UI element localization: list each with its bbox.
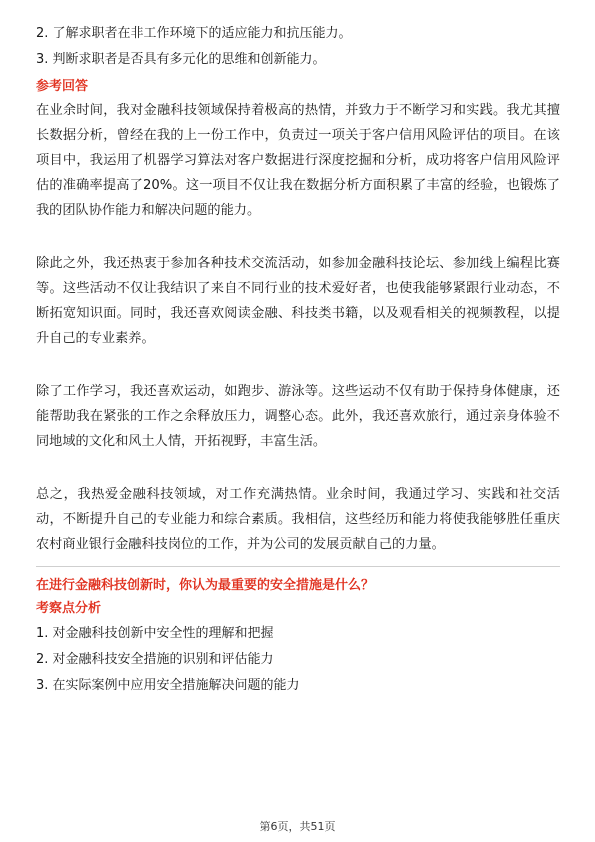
answer-paragraph: 除此之外，我还热衷于参加各种技术交流活动，如参加金融科技论坛、参加线上编程比赛等。这些活动不仅让我结识了来自不同行业的技术爱好者，也使我能够紧跟行业动态，不断拓宽知识面。同时，我还喜欢阅读金融、科技类书籍，以及观看相关的视频教程，以提升自己的专业素养。 (36, 256, 560, 346)
paragraph-gap (36, 351, 560, 379)
analysis-heading: 考察点分析 (36, 601, 102, 616)
answer-paragraph: 在业余时间，我对金融科技领域保持着极高的热情，并致力于不断学习和实践。我尤其擅长数据分析，曾经在我的上一份工作中，负责过一项关于客户信用风险评估的项目。在该项目中，我运用了机器学习算法对客户数据进行深度挖掘和分析，成功将客户信用风险评估的准确率提高了20%。这一项目不仅让我在数据分析方面积累了丰富的经验，也锻炼了我的团队协作能力和解决问题的能力。 (36, 103, 560, 218)
section-divider (36, 566, 560, 567)
answer-paragraph: 除了工作学习，我还喜欢运动，如跑步、游泳等。这些运动不仅有助于保持身体健康，还能帮助我在紧张的工作之余释放压力，调整心态。此外，我还喜欢旅行，通过亲身体验不同地域的文化和风土人情，开拓视野，丰富生活。 (36, 384, 560, 449)
page-content (36, 22, 560, 700)
analysis-list-item: 3. 在实际案例中应用安全措施解决问题的能力 (36, 678, 300, 693)
analysis-list-item: 1. 对金融科技创新中安全性的理解和把握 (36, 626, 274, 641)
paragraph-gap (36, 223, 560, 251)
paragraph-gap (36, 454, 560, 482)
analysis-list-item: 2. 对金融科技安全措施的识别和评估能力 (36, 652, 274, 667)
page-footer: 第6页，共51页 (259, 820, 336, 833)
intro-list-item: 2. 了解求职者在非工作环境下的适应能力和抗压能力。 (36, 26, 352, 41)
intro-list-item: 3. 判断求职者是否具有多元化的思维和创新能力。 (36, 52, 326, 67)
answer-heading: 参考回答 (36, 79, 89, 94)
question-title: 在进行金融科技创新时，你认为最重要的安全措施是什么？ (36, 578, 375, 593)
answer-paragraph: 总之，我热爱金融科技领域，对工作充满热情。业余时间，我通过学习、实践和社交活动，不断提升自己的专业能力和综合素质。我相信，这些经历和能力将使我能够胜任重庆农村商业银行金融科技岗位的工作，并为公司的发展贡献自己的力量。 (36, 487, 560, 552)
